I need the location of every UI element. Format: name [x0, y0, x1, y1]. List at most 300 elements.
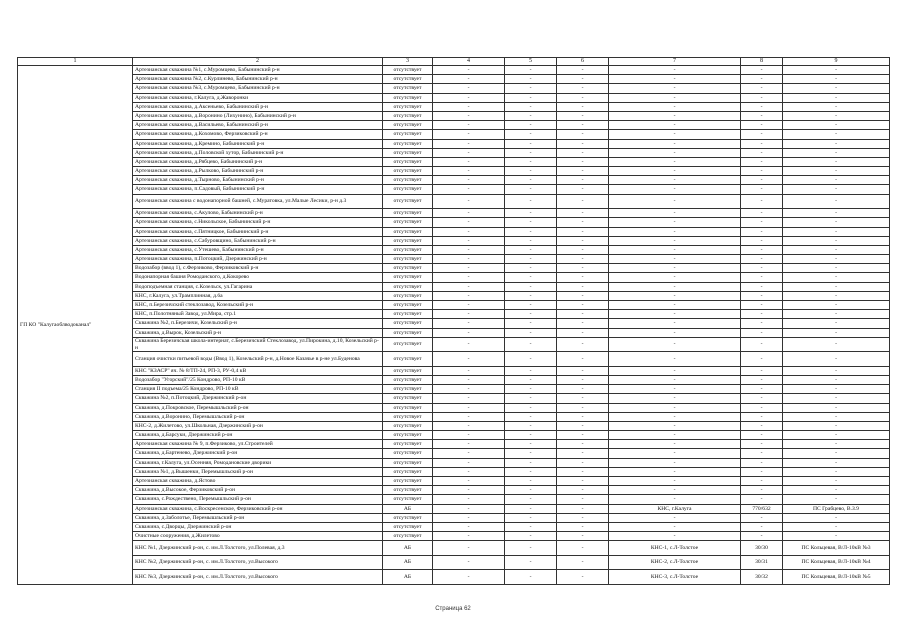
value-cell-7: - — [609, 245, 741, 254]
value-cell-5: - — [505, 176, 557, 185]
value-cell-5: - — [505, 467, 557, 476]
value-cell-9: - — [783, 157, 890, 166]
value-cell-9: - — [783, 412, 890, 421]
value-cell-9: - — [783, 218, 890, 227]
facility-name-cell: Артезианская скважина, д.Половской хутор, Бабынинский р-н — [133, 148, 383, 157]
value-cell-8: - — [741, 66, 783, 75]
value-cell-8: 30/32 — [741, 570, 783, 585]
table-row — [18, 130, 890, 139]
table-row — [18, 121, 890, 130]
value-cell-7: - — [609, 337, 741, 352]
value-cell-8: - — [741, 440, 783, 449]
value-cell-8: - — [741, 176, 783, 185]
status-cell: отсутствует — [383, 102, 433, 111]
table-row — [18, 337, 890, 352]
status-cell: отсутствует — [383, 403, 433, 412]
value-cell-5: - — [505, 366, 557, 375]
value-cell-5: - — [505, 167, 557, 176]
data-table — [17, 57, 890, 585]
value-cell-5: - — [505, 495, 557, 504]
table-row — [18, 319, 890, 328]
value-cell-8: - — [741, 209, 783, 218]
value-cell-5: - — [505, 194, 557, 209]
table-row — [18, 504, 890, 513]
header-row — [18, 58, 890, 66]
value-cell-5: - — [505, 486, 557, 495]
status-cell: отсутствует — [383, 375, 433, 384]
facility-name-cell: Артезианская скважина, с.Воскресенское, Ферзиковский р-он — [133, 504, 383, 513]
value-cell-6: - — [557, 394, 609, 403]
value-cell-9: - — [783, 440, 890, 449]
value-cell-7: - — [609, 522, 741, 531]
facility-name-cell: КНС "КЗАСР" яч. № 8/ТП-24, РП-3, РУ-0,4 кВ — [133, 366, 383, 375]
table-row — [18, 282, 890, 291]
value-cell-7: - — [609, 458, 741, 467]
value-cell-7: КНС-2, с.Л-Толстое — [609, 555, 741, 570]
value-cell-9: - — [783, 121, 890, 130]
facility-name-cell: Скважина, д.Высокое, Ферзиковский р-он — [133, 486, 383, 495]
facility-name-cell: Скважина №2, п.Потоцкий, Дзержинский р-он — [133, 394, 383, 403]
value-cell-4: - — [433, 319, 505, 328]
value-cell-9: - — [783, 84, 890, 93]
value-cell-9: - — [783, 273, 890, 282]
value-cell-9: - — [783, 486, 890, 495]
value-cell-6: - — [557, 522, 609, 531]
value-cell-7: - — [609, 366, 741, 375]
value-cell-9: - — [783, 176, 890, 185]
value-cell-4: - — [433, 431, 505, 440]
value-cell-5: - — [505, 477, 557, 486]
table-row — [18, 394, 890, 403]
value-cell-7: - — [609, 148, 741, 157]
value-cell-8: - — [741, 167, 783, 176]
status-cell: отсутствует — [383, 385, 433, 394]
value-cell-8: - — [741, 264, 783, 273]
value-cell-8: - — [741, 301, 783, 310]
value-cell-8: - — [741, 385, 783, 394]
value-cell-5: - — [505, 440, 557, 449]
facility-name-cell: КНС-2, д.Жилетово, ул.Школьная, Дзержинский р-он — [133, 421, 383, 430]
value-cell-9: - — [783, 310, 890, 319]
table-row — [18, 66, 890, 75]
value-cell-6: - — [557, 504, 609, 513]
value-cell-6: - — [557, 513, 609, 522]
value-cell-5: - — [505, 513, 557, 522]
table-row — [18, 273, 890, 282]
facility-name-cell: Скважина, д.Вырок, Козельский р-н — [133, 328, 383, 337]
column-header: 2 — [133, 58, 383, 66]
value-cell-6: - — [557, 555, 609, 570]
table-row — [18, 541, 890, 556]
status-cell: отсутствует — [383, 245, 433, 254]
status-cell: отсутствует — [383, 282, 433, 291]
value-cell-4: - — [433, 310, 505, 319]
value-cell-5: - — [505, 93, 557, 102]
status-cell: отсутствует — [383, 412, 433, 421]
status-cell: отсутствует — [383, 218, 433, 227]
table-row — [18, 352, 890, 367]
table-row — [18, 157, 890, 166]
value-cell-4: - — [433, 148, 505, 157]
table-row — [18, 570, 890, 585]
value-cell-8: - — [741, 532, 783, 541]
value-cell-8: - — [741, 394, 783, 403]
value-cell-9: - — [783, 319, 890, 328]
facility-name-cell: Артезианская скважина №3, с.Муромцево, Бабынинский р-н — [133, 84, 383, 93]
status-cell: АБ — [383, 555, 433, 570]
value-cell-9: - — [783, 130, 890, 139]
status-cell: отсутствует — [383, 130, 433, 139]
value-cell-5: - — [505, 148, 557, 157]
value-cell-6: - — [557, 495, 609, 504]
value-cell-8: - — [741, 157, 783, 166]
status-cell: отсутствует — [383, 328, 433, 337]
value-cell-5: - — [505, 227, 557, 236]
column-header: 5 — [505, 58, 557, 66]
value-cell-5: - — [505, 555, 557, 570]
facility-name-cell: Артезианская скважина, с.Пятницкое, Бабынинский р-н — [133, 227, 383, 236]
status-cell: отсутствует — [383, 84, 433, 93]
value-cell-9: ПС Кольцевая, В/Л-10кВ №4 — [783, 555, 890, 570]
status-cell: отсутствует — [383, 194, 433, 209]
status-cell: отсутствует — [383, 352, 433, 367]
status-cell: отсутствует — [383, 139, 433, 148]
table-row — [18, 532, 890, 541]
status-cell: отсутствует — [383, 93, 433, 102]
value-cell-8: - — [741, 467, 783, 476]
value-cell-6: - — [557, 194, 609, 209]
value-cell-7: - — [609, 421, 741, 430]
value-cell-6: - — [557, 375, 609, 384]
value-cell-5: - — [505, 282, 557, 291]
status-cell: отсутствует — [383, 264, 433, 273]
facility-name-cell: КНС, п.Березичский стеклозавод, Козельский р-н — [133, 301, 383, 310]
table-row — [18, 264, 890, 273]
table-row — [18, 412, 890, 421]
value-cell-7: - — [609, 75, 741, 84]
status-cell: отсутствует — [383, 513, 433, 522]
table-row — [18, 385, 890, 394]
status-cell: АБ — [383, 504, 433, 513]
value-cell-6: - — [557, 301, 609, 310]
value-cell-8: - — [741, 84, 783, 93]
value-cell-5: - — [505, 139, 557, 148]
value-cell-4: - — [433, 440, 505, 449]
value-cell-9: - — [783, 236, 890, 245]
table-row — [18, 227, 890, 236]
value-cell-7: - — [609, 194, 741, 209]
value-cell-9: - — [783, 245, 890, 254]
value-cell-7: - — [609, 301, 741, 310]
column-header: 7 — [609, 58, 741, 66]
table-row — [18, 102, 890, 111]
value-cell-5: - — [505, 504, 557, 513]
value-cell-9: - — [783, 185, 890, 194]
value-cell-8: - — [741, 102, 783, 111]
status-cell: отсутствует — [383, 522, 433, 531]
value-cell-6: - — [557, 403, 609, 412]
value-cell-7: - — [609, 440, 741, 449]
value-cell-7: - — [609, 310, 741, 319]
status-cell: отсутствует — [383, 75, 433, 84]
facility-name-cell: Скважина, д.Заболотье, Перемышльский р-он — [133, 513, 383, 522]
status-cell: отсутствует — [383, 227, 433, 236]
table-row — [18, 93, 890, 102]
value-cell-8: - — [741, 486, 783, 495]
value-cell-4: - — [433, 130, 505, 139]
value-cell-5: - — [505, 570, 557, 585]
value-cell-9: - — [783, 421, 890, 430]
facility-name-cell: КНС №3, Дзержинский р-он, с. им.Л.Толстого, ул.Высокого — [133, 570, 383, 585]
value-cell-8: - — [741, 227, 783, 236]
value-cell-4: - — [433, 337, 505, 352]
table-row — [18, 236, 890, 245]
value-cell-5: - — [505, 385, 557, 394]
value-cell-8: - — [741, 310, 783, 319]
value-cell-5: - — [505, 352, 557, 367]
facility-name-cell: КНС №2, Дзержинский р-он, с. им.Л.Толстого, ул.Высокого — [133, 555, 383, 570]
value-cell-4: - — [433, 111, 505, 120]
facility-name-cell: Артезианская скважина, с.Утешево, Бабынинский р-н — [133, 245, 383, 254]
facility-name-cell: Скважина Березичская школа-интернат, с.Березичский Стеклозавод, ул.Пирокина, д.10, Козельский р-н — [133, 337, 383, 352]
value-cell-9: - — [783, 458, 890, 467]
value-cell-4: - — [433, 227, 505, 236]
status-cell: отсутствует — [383, 310, 433, 319]
value-cell-7: - — [609, 449, 741, 458]
facility-name-cell: КНС №1, Дзержинский р-он, с. им.Л.Толстого, ул.Полевая, д.3 — [133, 541, 383, 556]
value-cell-4: - — [433, 366, 505, 375]
facility-name-cell: Водозабор "Угорский"/25 Кондрово, РП-10 кВ — [133, 375, 383, 384]
value-cell-4: - — [433, 121, 505, 130]
table-row — [18, 513, 890, 522]
table-row — [18, 291, 890, 300]
value-cell-5: - — [505, 209, 557, 218]
value-cell-6: - — [557, 541, 609, 556]
value-cell-4: - — [433, 477, 505, 486]
value-cell-8: - — [741, 291, 783, 300]
value-cell-7: - — [609, 102, 741, 111]
value-cell-8: - — [741, 412, 783, 421]
value-cell-4: - — [433, 102, 505, 111]
value-cell-8: - — [741, 111, 783, 120]
value-cell-9: - — [783, 513, 890, 522]
value-cell-4: - — [433, 394, 505, 403]
organization-cell: ГП КО "Калугаоблводоканал" — [18, 66, 133, 585]
value-cell-5: - — [505, 375, 557, 384]
value-cell-7: - — [609, 111, 741, 120]
value-cell-8: - — [741, 375, 783, 384]
facility-name-cell: КНС, г.Калуга, ул.Трамплинная, д.6а — [133, 291, 383, 300]
value-cell-4: - — [433, 75, 505, 84]
value-cell-6: - — [557, 366, 609, 375]
value-cell-4: - — [433, 385, 505, 394]
value-cell-9: - — [783, 139, 890, 148]
value-cell-6: - — [557, 66, 609, 75]
status-cell: отсутствует — [383, 121, 433, 130]
value-cell-9: - — [783, 255, 890, 264]
facility-name-cell: Артезианская скважина №1, с.Муромцево, Бабынинский р-н — [133, 66, 383, 75]
table-row — [18, 176, 890, 185]
value-cell-7: - — [609, 513, 741, 522]
value-cell-7: - — [609, 157, 741, 166]
value-cell-4: - — [433, 532, 505, 541]
status-cell: отсутствует — [383, 255, 433, 264]
value-cell-5: - — [505, 111, 557, 120]
value-cell-9: ПС Кольцевая, В/Л-10кВ №5 — [783, 570, 890, 585]
status-cell: отсутствует — [383, 236, 433, 245]
facility-name-cell: Артезианская скважина, г.Калуга, д.Жаворонки — [133, 93, 383, 102]
value-cell-6: - — [557, 176, 609, 185]
table-row — [18, 366, 890, 375]
status-cell: отсутствует — [383, 431, 433, 440]
status-cell: отсутствует — [383, 486, 433, 495]
table-row — [18, 148, 890, 157]
value-cell-6: - — [557, 139, 609, 148]
value-cell-6: - — [557, 121, 609, 130]
status-cell: отсутствует — [383, 458, 433, 467]
value-cell-4: - — [433, 282, 505, 291]
column-header: 3 — [383, 58, 433, 66]
table-row — [18, 449, 890, 458]
value-cell-9: - — [783, 291, 890, 300]
value-cell-8: 30/31 — [741, 555, 783, 570]
value-cell-9: - — [783, 352, 890, 367]
value-cell-4: - — [433, 513, 505, 522]
value-cell-4: - — [433, 541, 505, 556]
status-cell: отсутствует — [383, 319, 433, 328]
table-row — [18, 431, 890, 440]
facility-name-cell: Скважина, г.Калуга, ул.Осенняя, Ромодановские дворики — [133, 458, 383, 467]
value-cell-9: - — [783, 477, 890, 486]
value-cell-5: - — [505, 264, 557, 273]
table-row — [18, 458, 890, 467]
facility-name-cell: Очистные сооружения, д.Жилетово — [133, 532, 383, 541]
value-cell-4: - — [433, 93, 505, 102]
value-cell-4: - — [433, 157, 505, 166]
value-cell-7: - — [609, 375, 741, 384]
facility-name-cell: Артезианская скважина, с.Сабуровщино, Бабынинский р-н — [133, 236, 383, 245]
status-cell: отсутствует — [383, 477, 433, 486]
value-cell-6: - — [557, 75, 609, 84]
value-cell-5: - — [505, 66, 557, 75]
table-row — [18, 328, 890, 337]
value-cell-4: - — [433, 467, 505, 476]
value-cell-5: - — [505, 102, 557, 111]
value-cell-5: - — [505, 84, 557, 93]
column-header: 1 — [18, 58, 133, 66]
value-cell-9: - — [783, 467, 890, 476]
value-cell-7: - — [609, 319, 741, 328]
table-row — [18, 194, 890, 209]
value-cell-8: - — [741, 148, 783, 157]
value-cell-9: - — [783, 194, 890, 209]
value-cell-9: - — [783, 328, 890, 337]
value-cell-8: - — [741, 121, 783, 130]
value-cell-5: - — [505, 255, 557, 264]
value-cell-8: - — [741, 93, 783, 102]
facility-name-cell: Артезианская скважина, д.Тырново, Бабынинский р-н — [133, 176, 383, 185]
value-cell-4: - — [433, 264, 505, 273]
facility-name-cell: Скважина, д.Воронино, Перемышльский р-он — [133, 412, 383, 421]
table-row — [18, 84, 890, 93]
value-cell-4: - — [433, 255, 505, 264]
facility-name-cell: Артезианская скважина № 9, п.Ферзиково, ул.Строителей — [133, 440, 383, 449]
value-cell-9: ПС Кольцевая, В/Л-10кВ №3 — [783, 541, 890, 556]
status-cell: отсутствует — [383, 157, 433, 166]
value-cell-8: - — [741, 458, 783, 467]
table-row — [18, 209, 890, 218]
value-cell-6: - — [557, 111, 609, 120]
value-cell-6: - — [557, 328, 609, 337]
value-cell-6: - — [557, 84, 609, 93]
table-row — [18, 555, 890, 570]
value-cell-7: - — [609, 282, 741, 291]
value-cell-6: - — [557, 440, 609, 449]
value-cell-6: - — [557, 352, 609, 367]
value-cell-5: - — [505, 522, 557, 531]
facility-name-cell: Артезианская скважина, д.Рябцево, Бабынинский р-н — [133, 157, 383, 166]
value-cell-8: - — [741, 513, 783, 522]
value-cell-6: - — [557, 570, 609, 585]
facility-name-cell: Артезианская скважина, п.Потоцкий, Дзержинский р-н — [133, 255, 383, 264]
facility-name-cell: Артезианская скважина, д.Воронино (Лихунино), Бабынинский р-н — [133, 111, 383, 120]
value-cell-6: - — [557, 227, 609, 236]
value-cell-9: - — [783, 375, 890, 384]
status-cell: отсутствует — [383, 273, 433, 282]
table-row — [18, 375, 890, 384]
value-cell-6: - — [557, 102, 609, 111]
column-header: 4 — [433, 58, 505, 66]
value-cell-7: - — [609, 431, 741, 440]
table-row — [18, 301, 890, 310]
value-cell-6: - — [557, 273, 609, 282]
value-cell-7: - — [609, 227, 741, 236]
value-cell-7: - — [609, 532, 741, 541]
value-cell-7: - — [609, 167, 741, 176]
value-cell-9: ПС Грабцево, В.З.9 — [783, 504, 890, 513]
value-cell-4: - — [433, 458, 505, 467]
facility-name-cell: Артезианская скважина, д.Ястово — [133, 477, 383, 486]
status-cell: отсутствует — [383, 337, 433, 352]
value-cell-5: - — [505, 185, 557, 194]
value-cell-5: - — [505, 75, 557, 84]
value-cell-9: - — [783, 532, 890, 541]
value-cell-7: - — [609, 385, 741, 394]
value-cell-8: - — [741, 403, 783, 412]
facility-name-cell: Скважина, д.Бартенево, Дзержинский р-он — [133, 449, 383, 458]
value-cell-5: - — [505, 337, 557, 352]
value-cell-4: - — [433, 209, 505, 218]
status-cell: отсутствует — [383, 301, 433, 310]
value-cell-9: - — [783, 495, 890, 504]
facility-name-cell: Водоподъемная станция, с.Козельск, ул.Гагарина — [133, 282, 383, 291]
value-cell-7: - — [609, 412, 741, 421]
value-cell-6: - — [557, 148, 609, 157]
value-cell-9: - — [783, 522, 890, 531]
value-cell-5: - — [505, 218, 557, 227]
value-cell-4: - — [433, 352, 505, 367]
value-cell-4: - — [433, 328, 505, 337]
table-row — [18, 167, 890, 176]
value-cell-4: - — [433, 570, 505, 585]
value-cell-4: - — [433, 245, 505, 254]
value-cell-4: - — [433, 495, 505, 504]
value-cell-6: - — [557, 282, 609, 291]
value-cell-7: - — [609, 495, 741, 504]
value-cell-5: - — [505, 541, 557, 556]
value-cell-7: - — [609, 185, 741, 194]
value-cell-5: - — [505, 458, 557, 467]
